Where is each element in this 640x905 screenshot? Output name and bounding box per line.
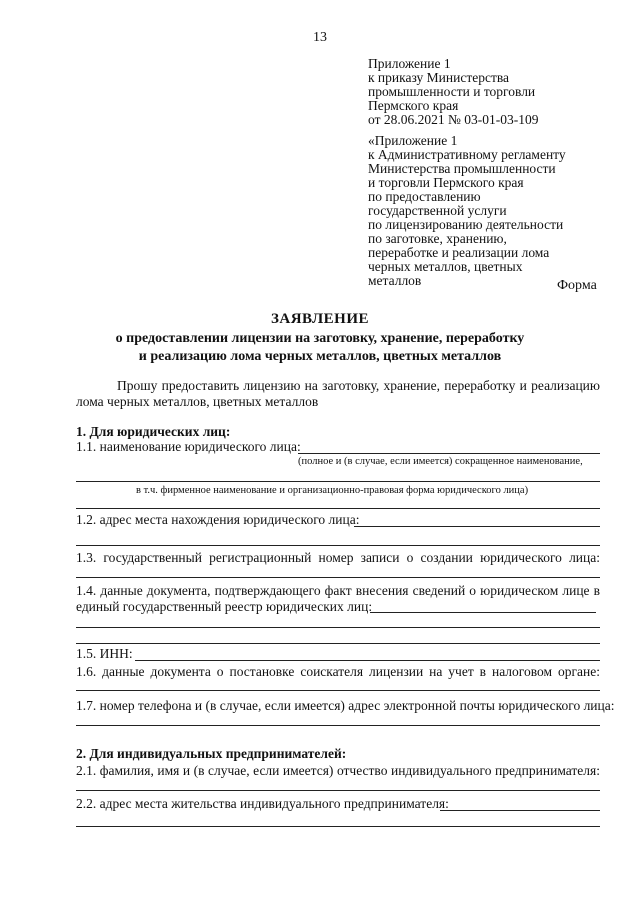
- form-label: Форма: [557, 278, 597, 293]
- item-1-6-field[interactable]: [76, 690, 600, 691]
- item-1-2-label: 1.2. адрес места нахождения юридического лица:: [76, 512, 360, 527]
- item-1-2-field-2[interactable]: [76, 545, 600, 546]
- page-number: 13: [313, 30, 327, 45]
- item-1-4-label-b: единый государственный реестр юридических лиц:: [76, 599, 373, 614]
- appendix-1-line: к приказу Министерства: [368, 70, 510, 85]
- document-title: ЗАЯВЛЕНИЕ: [270, 311, 370, 327]
- appendix-1-block: [368, 57, 538, 127]
- item-1-7-label: 1.7. номер телефона и (в случае, если имеется) адрес электронной почты юридического лица:: [76, 698, 615, 713]
- appendix-2-line: по заготовке, хранению,: [368, 231, 507, 246]
- appendix-1-line: промышленности и торговли: [368, 84, 536, 99]
- appendix-2-line: государственной услуги: [368, 203, 507, 218]
- intro-line-1: Прошу предоставить лицензию на заготовку, хранение, переработку и реализацию: [117, 378, 600, 393]
- item-1-7-field[interactable]: [76, 725, 600, 726]
- item-2-2-field-2[interactable]: [76, 826, 600, 827]
- subtitle-line: и реализацию лома черных металлов, цветных металлов: [138, 349, 502, 364]
- appendix-2-line: металлов: [368, 273, 422, 288]
- document-subtitle: [0, 330, 640, 366]
- item-1-4-field-2[interactable]: [76, 627, 600, 628]
- item-1-5-label: 1.5. ИНН:: [76, 646, 133, 661]
- appendix-2-line: «Приложение 1: [368, 133, 458, 148]
- item-2-2-label: 2.2. адрес места жительства индивидуального предпринимателя:: [76, 796, 449, 811]
- item-2-1-field[interactable]: [76, 790, 600, 791]
- appendix-1-line: Приложение 1: [368, 56, 451, 71]
- item-1-3-field[interactable]: [76, 577, 600, 578]
- item-1-1-hint-a: (полное и (в случае, если имеется) сокращенное наименование,: [298, 456, 583, 467]
- item-1-6-label: 1.6. данные документа о постановке соискателя лицензии на учет в налоговом органе:: [76, 664, 600, 679]
- item-1-1-label: 1.1. наименование юридического лица:: [76, 439, 301, 454]
- appendix-2-line: по лицензированию деятельности: [368, 217, 564, 232]
- item-1-4-field[interactable]: [370, 612, 596, 613]
- item-2-2-field[interactable]: [440, 810, 600, 811]
- appendix-2-block: [368, 134, 566, 288]
- item-1-1-hint-b: в т.ч. фирменное наименование и организационно-правовая форма юридического лица): [136, 485, 529, 496]
- section-1-heading: 1. Для юридических лиц:: [76, 424, 231, 439]
- item-1-2-field[interactable]: [354, 526, 600, 527]
- item-1-5-field[interactable]: [135, 660, 600, 661]
- appendix-2-line: к Административному регламенту: [368, 147, 566, 162]
- appendix-1-line: Пермского края: [368, 98, 459, 113]
- section-2-heading: 2. Для индивидуальных предпринимателей:: [76, 746, 347, 761]
- appendix-2-line: черных металлов, цветных: [368, 259, 523, 274]
- appendix-2-line: Министерства промышленности: [368, 161, 556, 176]
- appendix-2-line: по предоставлению: [368, 189, 481, 204]
- subtitle-line: о предоставлении лицензии на заготовку, хранение, переработку: [115, 331, 525, 346]
- item-1-4-field-3[interactable]: [76, 643, 600, 644]
- item-1-4-label-a: 1.4. данные документа, подтверждающего факт внесения сведений о юридическом лице в: [76, 583, 600, 598]
- item-1-1-field-3[interactable]: [76, 508, 600, 509]
- item-1-1-field[interactable]: [298, 453, 600, 454]
- intro-line-2: лома черных металлов, цветных металлов: [76, 394, 319, 409]
- appendix-1-line: от 28.06.2021 № 03-01-03-109: [368, 112, 539, 127]
- appendix-2-line: переработке и реализации лома: [368, 245, 550, 260]
- appendix-2-line: и торговли Пермского края: [368, 175, 524, 190]
- item-2-1-label: 2.1. фамилия, имя и (в случае, если имеется) отчество индивидуального предпринимателя:: [76, 763, 600, 778]
- item-1-1-field-2[interactable]: [76, 481, 600, 482]
- item-1-3-label: 1.3. государственный регистрационный номер записи о создании юридического лица:: [76, 550, 600, 565]
